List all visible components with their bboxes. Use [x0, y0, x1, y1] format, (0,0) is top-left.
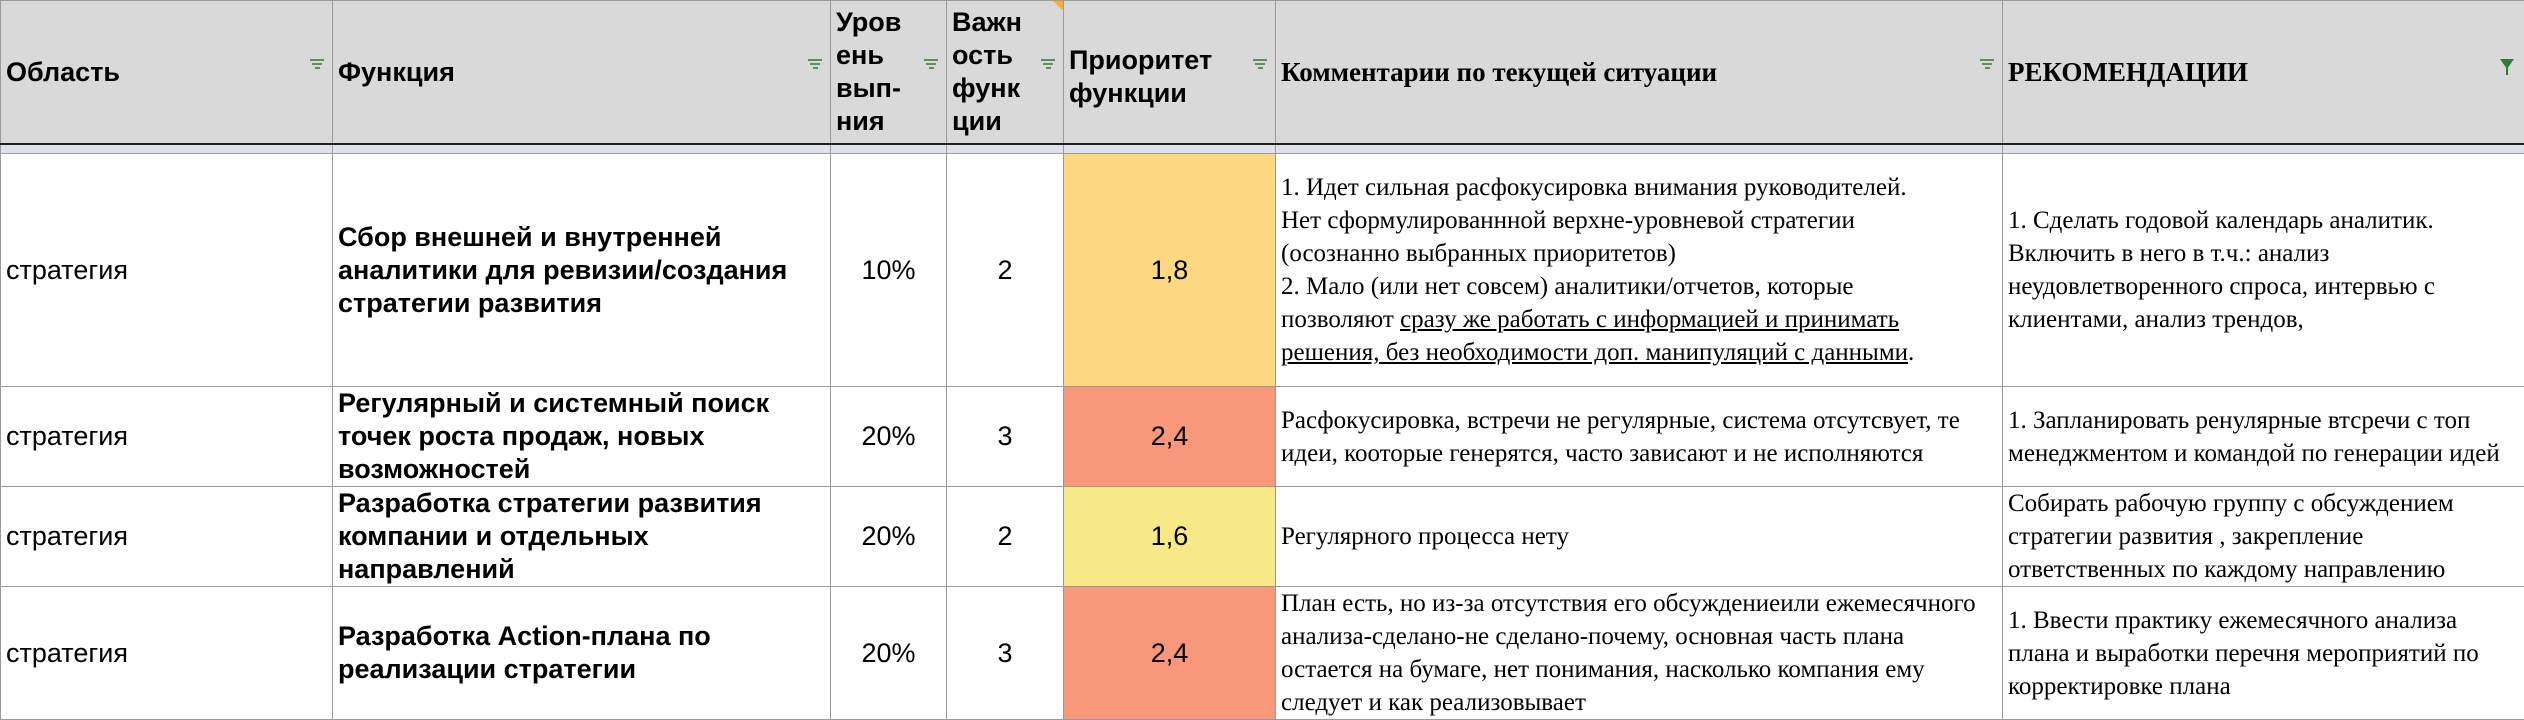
function-cell[interactable]: Разработка Action-плана по реализации стратегии	[333, 587, 831, 720]
table-row	[1, 587, 2524, 720]
header-row	[1, 1, 2524, 145]
comment-cell[interactable]: Регулярного процесса нету	[1276, 487, 2003, 587]
importance-cell[interactable]: 2	[947, 154, 1064, 387]
header-area[interactable]	[1, 1, 333, 145]
area-cell[interactable]: стратегия	[1, 487, 333, 587]
recommendation-cell[interactable]: 1. Ввести практику ежемесячного анализа плана и выработки перечня мероприятий по корректировке плана	[2003, 587, 2524, 720]
comment-cell[interactable]: План есть, но из-за отсутствия его обсуждениеили ежемесячного анализа-сделано-не сделано-почему, основная часть плана остается на бумаге, нет понимания, насколько компания ему следует и как реализовывает	[1276, 587, 2003, 720]
area-cell[interactable]: стратегия	[1, 587, 333, 720]
level-cell[interactable]: 10%	[831, 154, 947, 387]
function-cell[interactable]: Регулярный и системный поиск точек роста продаж, новых возможностей	[333, 387, 831, 487]
header-gap	[1, 144, 2524, 154]
function-cell[interactable]: Разработка стратегии развития компании и отдельных направлений	[333, 487, 831, 587]
importance-cell[interactable]: 3	[947, 387, 1064, 487]
comment-indicator-icon[interactable]	[1052, 1, 1063, 10]
header-importance[interactable]	[947, 1, 1064, 145]
comment-line: 1. Идет сильная расфокусировка внимания руководителей.	[1281, 171, 1997, 204]
priority-cell[interactable]: 2,4	[1064, 587, 1276, 720]
filter-icon[interactable]	[808, 59, 822, 69]
comment-cell[interactable]	[1276, 154, 2003, 387]
recommendation-cell[interactable]: 1. Сделать годовой календарь аналитик. Включить в него в т.ч.: анализ неудовлетворенного спроса, интервью с клиентами, анализ трендов,	[2003, 154, 2524, 387]
recommendation-cell[interactable]: Собирать рабочую группу с обсуждением стратегии развития , закрепление ответственных по каждому направлению	[2003, 487, 2524, 587]
comment-cell[interactable]: Расфокусировка, встречи не регулярные, система отсутсвует, те идеи, кооторые генерятся, часто зависают и не исполняются	[1276, 387, 2003, 487]
area-cell[interactable]: стратегия	[1, 154, 333, 387]
header-level-label: Уров ень вып-ния	[836, 7, 901, 136]
header-level[interactable]	[831, 1, 947, 145]
header-function[interactable]	[333, 1, 831, 145]
priority-cell[interactable]: 1,8	[1064, 154, 1276, 387]
header-recommendations-label: РЕКОМЕНДАЦИИ	[2008, 57, 2248, 87]
importance-cell[interactable]: 2	[947, 487, 1064, 587]
comment-suffix: .	[1908, 339, 1914, 366]
comment-underlined: сразу же работать с информацией и принимать решения, без необходимости доп. манипуляций с данными	[1281, 306, 1908, 366]
level-cell[interactable]: 20%	[831, 587, 947, 720]
table-row	[1, 487, 2524, 587]
level-cell[interactable]: 20%	[831, 387, 947, 487]
priority-cell[interactable]: 2,4	[1064, 387, 1276, 487]
filter-funnel-icon[interactable]	[2500, 59, 2514, 69]
comment-line	[1281, 303, 1997, 369]
recommendation-cell[interactable]: 1. Запланировать ренулярные втсречи с топ менеджментом и командой по генерации идей	[2003, 387, 2524, 487]
header-comments-label: Комментарии по текущей ситуации	[1281, 57, 1717, 87]
importance-cell[interactable]: 3	[947, 587, 1064, 720]
filter-icon[interactable]	[1253, 59, 1267, 69]
header-priority[interactable]	[1064, 1, 1276, 145]
header-importance-label: Важн ость функ ции	[952, 7, 1022, 136]
function-cell[interactable]: Сбор внешней и внутренней аналитики для ревизии/создания стратегии развития	[333, 154, 831, 387]
comment-line: (осознанно выбранных приоритетов)	[1281, 237, 1997, 270]
header-recommendations[interactable]	[2003, 1, 2524, 145]
filter-icon[interactable]	[310, 59, 324, 69]
area-cell[interactable]: стратегия	[1, 387, 333, 487]
table-row	[1, 154, 2524, 387]
priority-cell[interactable]: 1,6	[1064, 487, 1276, 587]
header-comments[interactable]	[1276, 1, 2003, 145]
comment-prefix: позволяют	[1281, 306, 1400, 333]
table-row	[1, 387, 2524, 487]
header-function-label: Функция	[338, 57, 455, 87]
filter-icon[interactable]	[1041, 59, 1055, 69]
level-cell[interactable]: 20%	[831, 487, 947, 587]
comment-line: Нет сформулированнной верхне-уровневой стратегии	[1281, 204, 1997, 237]
comment-line: 2. Мало (или нет совсем) аналитики/отчетов, которые	[1281, 270, 1997, 303]
filter-icon[interactable]	[1980, 59, 1994, 69]
header-area-label: Область	[6, 57, 120, 87]
header-priority-label: Приоритет функции	[1069, 45, 1212, 108]
filter-icon[interactable]	[924, 59, 938, 69]
